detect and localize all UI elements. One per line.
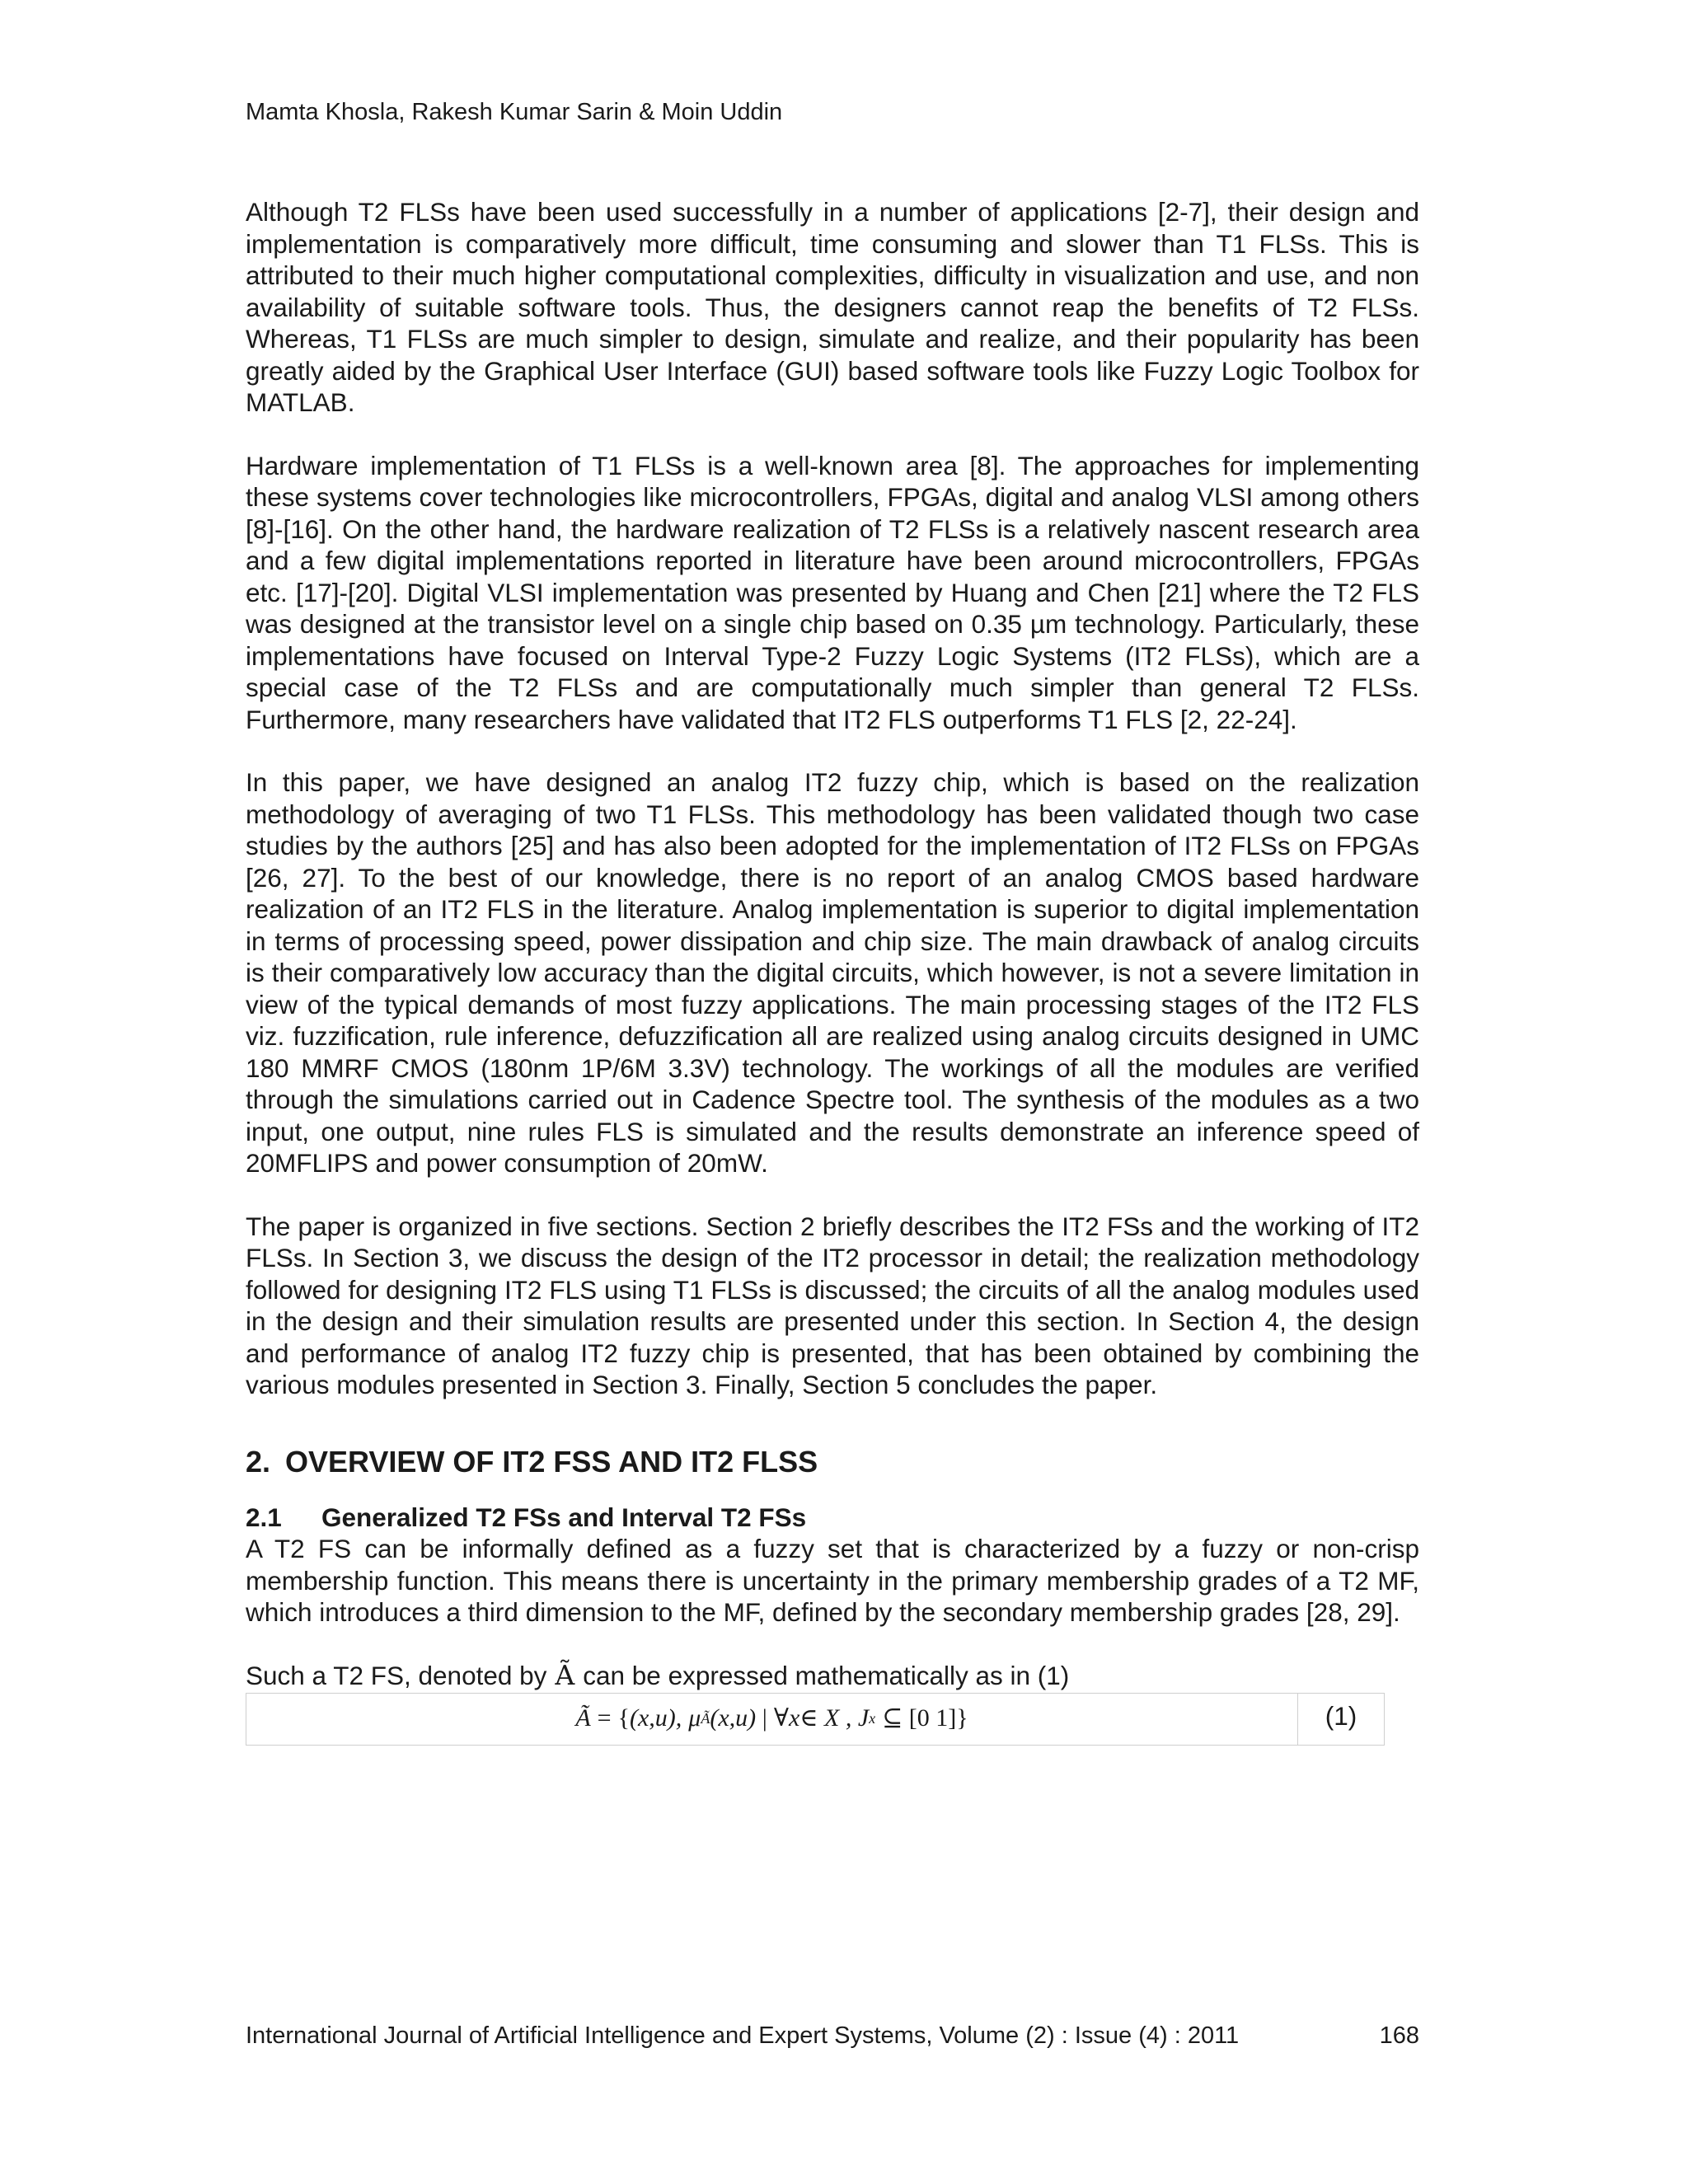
section-title: OVERVIEW OF IT2 FSS AND IT2 FLSS xyxy=(285,1444,818,1479)
eq-set-open: { xyxy=(617,1704,630,1732)
eq-mu: μ xyxy=(688,1704,701,1732)
paragraph-3: In this paper, we have designed an analog IT2 fuzzy chip, which is based on the realization methodology of averaging of two T1 FLSs. This methodology has been validated though two case studies by the authors [25] and has also been adopted for the implementation of IT2 FLSs on FPGAs [26, 27]. To the best of our knowledge, there is no report of an analog CMOS based hardware realization of an IT2 FLS in the literature. Analog implementation is superior to digital implementation in terms of processing speed, power dissipation and chip size. The main drawback of analog circuits is their comparatively low accuracy than the digital circuits, which however, is not a severe limitation in view of the typical demands of most fuzzy applications. The main processing stages of the IT2 FLS viz. fuzzification, rule inference, defuzzification all are realized using analog circuits designed in UMC 180 MMRF CMOS (180nm 1P/6M 3.3V) technology. The workings of all the modules are verified through the simulations carried out in Cadence Spectre tool. The synthesis of the modules as a two input, one output, nine rules FLS is simulated and the results demonstrate an inference speed of 20MFLIPS and power consumption of 20mW. xyxy=(246,767,1419,1178)
footer-journal: International Journal of Artificial Intelligence and Expert Systems, Volume (2) : Issue (4) : 2011 xyxy=(246,2022,1240,2049)
equation-intro xyxy=(246,1660,1419,1692)
equation-table xyxy=(246,1693,1385,1746)
eq-mu-sub: Ã xyxy=(701,1710,710,1727)
subsection-heading xyxy=(246,1502,1419,1534)
paragraph-1: Although T2 FLSs have been used successfully in a number of applications [2-7], their design and implementation is comparatively more difficult, time consuming and slower than T1 FLSs. This is attributed to their much higher computational complexities, difficulty in visualization and use, and non availability of suitable software tools. Thus, the designers cannot reap the benefits of T2 FLSs. Whereas, T1 FLSs are much simpler to design, simulate and realize, and their popularity has been greatly aided by the Graphical User Interface (GUI) based software tools like Fuzzy Logic Toolbox for MATLAB. xyxy=(246,197,1419,417)
eq-lhs: Ã xyxy=(575,1704,591,1732)
eq-cond-sub: x xyxy=(869,1710,876,1727)
paragraph-2: Hardware implementation of T1 FLSs is a well-known area [8]. The approaches for implementing these systems cover technologies like microcontrollers, FPGAs, digital and analog VLSI among others [8]-[16]. On the other hand, the hardware realization of T2 FLSs is a relatively nascent research area and a few digital implementations reported in literature have been around microcontrollers, FPGAs etc. [17]-[20]. Digital VLSI implementation was presented by Huang and Chen [21] where the T2 FLS was designed at the transistor level on a single chip based on 0.35 µm technology. Particularly, these implementations have focused on Interval Type-2 Fuzzy Logic Systems (IT2 FLSs), which are a special case of the T2 FLSs and are computationally much simpler than general T2 FLSs. Furthermore, many researchers have validated that IT2 FLS outperforms T1 FLS [2, 22-24]. xyxy=(246,450,1419,734)
fuzzy-set-symbol: Ã xyxy=(555,1658,575,1691)
eq-set-close: } xyxy=(956,1704,968,1732)
section-number: 2. xyxy=(246,1444,271,1479)
running-header-authors: Mamta Khosla, Rakesh Kumar Sarin & Moin Uddin xyxy=(246,99,783,125)
subsection-paragraph: A T2 FS can be informally defined as a fuzzy set that is characterized by a fuzzy or non-crisp membership function. This means there is uncertainty in the primary membership grades of a T2 MF, which introduces a third dimension to the MF, defined by the secondary membership grades [28, 29]. xyxy=(246,1534,1419,1627)
equation-intro-before: Such a T2 FS, denoted by xyxy=(246,1660,547,1690)
section-heading xyxy=(246,1444,1419,1480)
equation-intro-after: can be expressed mathematically as in (1) xyxy=(583,1660,1070,1690)
body-text xyxy=(246,196,1419,1746)
paragraph-4: The paper is organized in five sections. Section 2 briefly describes the IT2 FSs and the working of IT2 FLSs. In Section 3, we discuss the design of the IT2 processor in detail; the realization methodology followed for designing IT2 FLS using T1 FLSs is discussed; the circuits of all the analog modules used in the design and their simulation results are presented under this section. In Section 4, the design and performance of analog IT2 fuzzy chip is presented, that has been obtained by combining the various modules presented in Section 3. Finally, Section 5 concludes the paper. xyxy=(246,1211,1419,1399)
eq-mu-args: (x,u) xyxy=(710,1704,757,1732)
subsection-number: 2.1 xyxy=(246,1502,282,1532)
eq-subset: ⊆ [0 1] xyxy=(882,1704,957,1732)
eq-pair: (x,u), xyxy=(629,1704,682,1732)
footer-page-number: 168 xyxy=(1379,2022,1419,2049)
eq-equals: = xyxy=(597,1704,612,1732)
subsection-title: Generalized T2 FSs and Interval T2 FSs xyxy=(321,1502,807,1532)
equation-1 xyxy=(246,1694,1297,1745)
eq-condition: | ∀x∈ X , J xyxy=(761,1704,870,1732)
equation-number: (1) xyxy=(1297,1694,1384,1745)
paper-page xyxy=(246,0,1419,2184)
